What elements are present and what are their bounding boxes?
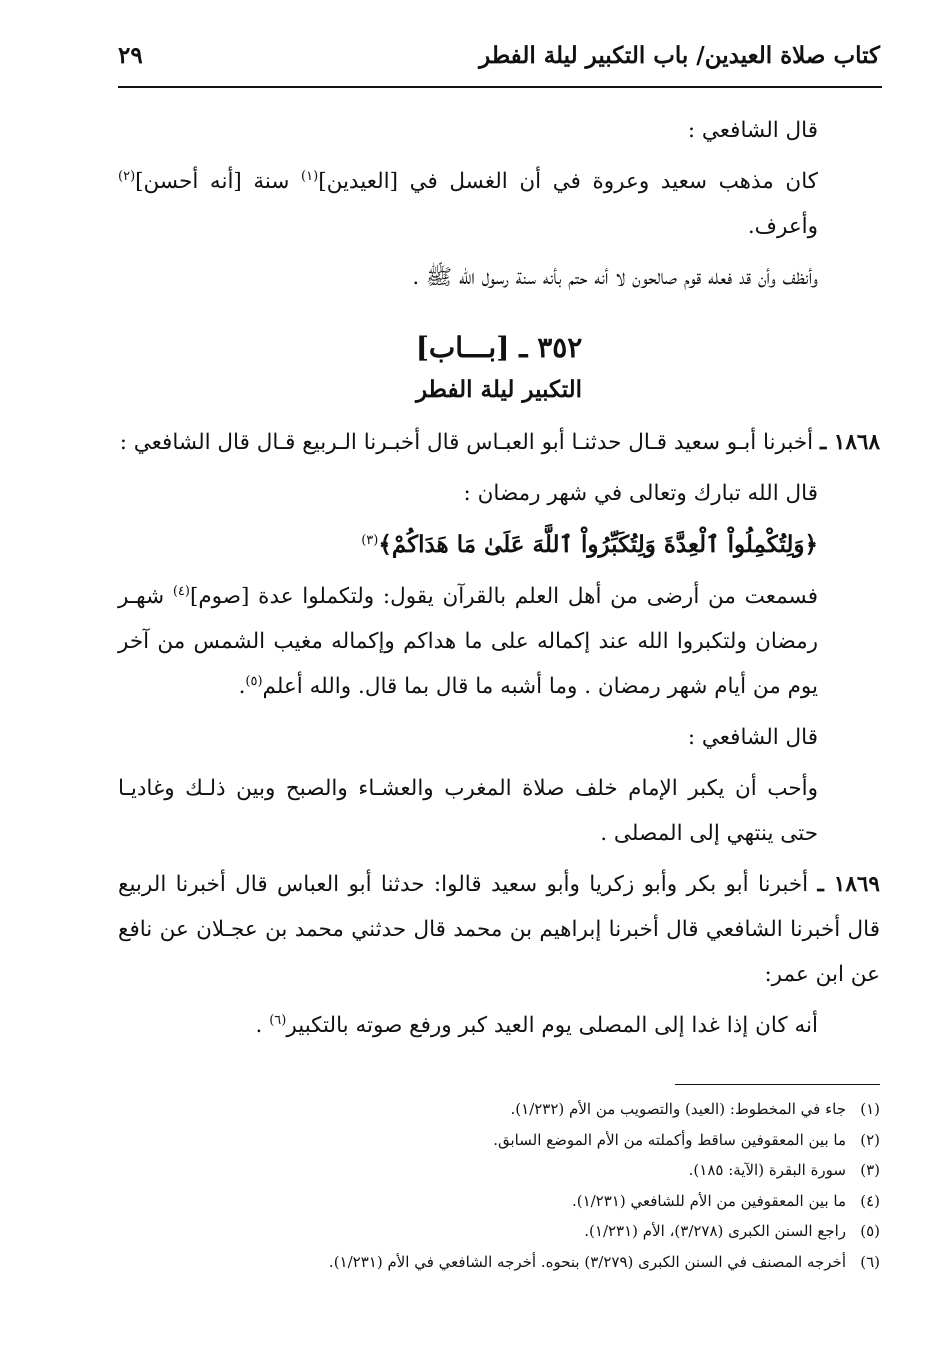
paragraph-text: سنة [أنه أحسن] — [135, 169, 302, 194]
hadith-text: أخبرنا أبو بكر وأبو زكريا وأبو سعيد قالوا: حدثنا أبو العباس قال أخبرنا الربيع قال أخبرنا الشافعي قال أخبرنا إبراهيم بن محمد قال حدثني محمد بن عجـلان عن نافع عن ابن عمر: — [118, 872, 880, 987]
shafii-label-2: قال الشافعي : — [687, 725, 818, 750]
paragraph-text: فسمعت من أرضى من أهل العلم بالقرآن يقول: ولتكملوا عدة [صوم] — [189, 584, 818, 609]
hadith-1868 — [118, 420, 880, 465]
footnote-number: (٢) — [860, 1130, 880, 1149]
paragraph-cleaner: وأنظف وأن قد فعله قوم صالحون لا أنه حتم بأنه سنة رسول الله ﷺ . — [412, 265, 818, 290]
paragraph-text: وأعرف. — [747, 214, 818, 239]
footnote-ref-2[interactable]: (٢) — [118, 168, 136, 184]
verse-text: ﴿وَلِتُكْمِلُواْ ٱلْعِدَّةَ وَلِتُكَبِّرُواْ ٱللَّهَ عَلَىٰ مَا هَدَاكُمْ﴾ — [378, 531, 818, 558]
hadith-number: ١٨٦٩ ـ — [817, 872, 880, 897]
footnote-text: جاء في المخطوط: (العيد) والتصويب من الأم (١/٢٣٢). — [510, 1100, 846, 1118]
paragraph-takbir — [118, 1003, 880, 1048]
footnote-4 — [118, 1186, 880, 1217]
footnote-1 — [118, 1094, 880, 1125]
paragraph-text: كان مذهب سعيد وعروة في أن الغسل في [العيدين] — [318, 169, 818, 194]
footnote-rule — [675, 1084, 880, 1085]
paragraph-scholars — [118, 574, 880, 709]
footnote-5 — [118, 1216, 880, 1247]
shafii-label-1: قال الشافعي : — [687, 118, 818, 143]
footnote-text: راجع السنن الكبرى (٣/٢٧٨)، الأم (١/٢٣١). — [584, 1222, 846, 1240]
footnote-ref-5[interactable]: (٥) — [245, 673, 263, 689]
footnote-3 — [118, 1155, 880, 1186]
footnote-number: (٣) — [860, 1161, 880, 1179]
footnote-2 — [118, 1125, 880, 1156]
footnote-number: (١) — [860, 1100, 880, 1118]
footnotes — [118, 1094, 880, 1277]
quran-verse — [118, 522, 880, 568]
hadith-1869 — [118, 862, 880, 997]
page-number: ٢٩ — [118, 42, 143, 69]
hadith-text: أخبرنا أبـو سعيد قـال حدثنـا أبو العبـاس قال أخبـرنا الـربيع قـال قال الشافعي : — [119, 430, 820, 455]
footnote-number: (٤) — [860, 1191, 880, 1210]
quote-intro: قال الله تبارك وتعالى في شهر رمضان : — [463, 481, 818, 506]
footnote-number: (٥) — [860, 1222, 880, 1240]
main-text — [118, 108, 880, 1054]
footnote-text: سورة البقرة (الآية: ١٨٥). — [688, 1161, 846, 1179]
paragraph-text: . — [255, 1013, 270, 1038]
footnote-number: (٦) — [860, 1252, 880, 1271]
footnote-ref-1[interactable]: (١) — [301, 168, 319, 184]
running-header — [118, 38, 880, 88]
footnote-text: ما بين المعقوفين من الأم للشافعي (١/٢٣١). — [571, 1191, 846, 1210]
paragraph-text: شهـر رمضان ولتكبروا الله عند إكماله على ما هداكم وإكماله مغيب الشمس من آخر يوم من أيام شهر رمضان . وما أشبه ما قال بما قال. والله أعلم — [118, 584, 818, 699]
footnote-ref-3[interactable]: (٣) — [361, 532, 379, 548]
section-title: التكبير ليلة الفطر — [415, 376, 583, 403]
header-rule — [118, 86, 882, 88]
paragraph-ghusl — [118, 159, 880, 249]
hadith-number: ١٨٦٨ ـ — [820, 430, 880, 455]
paragraph-text: . — [238, 674, 246, 699]
footnote-6 — [118, 1247, 880, 1278]
paragraph-text: أنه كان إذا غدا إلى المصلى يوم العيد كبر ورفع صوته بالتكبير — [286, 1013, 818, 1038]
section-heading: ٣٥٢ ـ [بـــاب] — [415, 331, 583, 364]
footnote-ref-4[interactable]: (٤) — [172, 583, 190, 599]
paragraph-imam: وأحب أن يكبر الإمام خلف صلاة المغرب والعشـاء والصبح وبين ذلـك وغاديـا حتى ينتهي إلى المصلى . — [118, 776, 818, 846]
footnote-text: أخرجه المصنف في السنن الكبرى (٣/٢٧٩) بنحوه. أخرجه الشافعي في الأم (١/٢٣١). — [328, 1252, 846, 1271]
header-title: كتاب صلاة العيدين/ باب التكبير ليلة الفطر — [479, 42, 880, 69]
footnote-ref-6[interactable]: (٦) — [269, 1012, 287, 1028]
footnote-text: ما بين المعقوفين ساقط وأكملته من الأم الموضع السابق. — [493, 1130, 846, 1149]
